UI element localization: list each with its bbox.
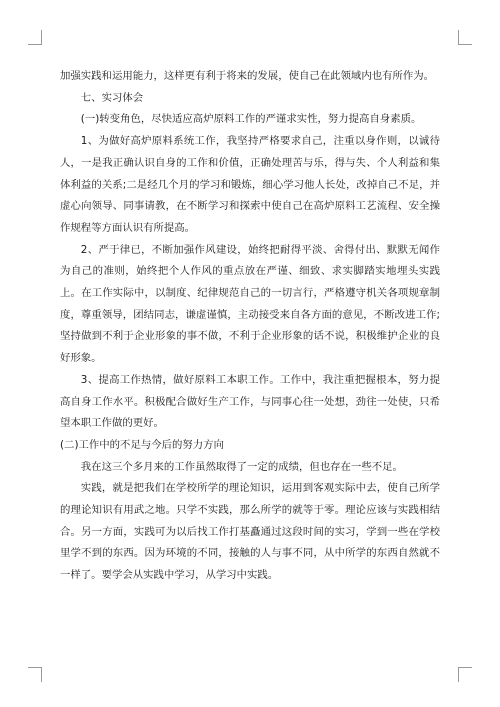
- crop-mark-bottom-left: [41, 667, 42, 682]
- section-heading: 七、实习体会: [80, 91, 144, 104]
- crop-mark-bottom-right: [458, 667, 472, 668]
- crop-mark-bottom-left: [28, 667, 42, 668]
- subsection-heading: (二)工作中的不足与今后的努力方向: [60, 438, 224, 451]
- paragraph: 我在这三个多月来的工作虽然取得了一定的成绩，但也存在一些不足。: [80, 460, 403, 473]
- crop-mark-top-right: [458, 30, 459, 45]
- paragraph: 1、为做好高炉原料系统工作，我坚持严格要求自己，注重以身作则，以诚待人，一是我正确认识自身的工作和价值，正确处理苦与乐，得与失、个人利益和集体利益的关系;二是经几个月的学习和锻炼，细心学习他人长处，改掉自己不足，并虚心向领导、同事请教，在不断学习和探索中使自己在高炉原料工艺流程、安全操作规程等方面认识有所提高。: [60, 135, 440, 234]
- crop-mark-top-left: [28, 44, 42, 45]
- paragraph: 加强实践和运用能力，这样更有利于将来的发展，使自己在此领域内也有所作为。: [60, 70, 435, 82]
- paragraph: 实践，就是把我们在学校所学的理论知识，运用到客观实际中去，使自己所学的理论知识有用武之地。只学不实践，那么所学的就等于零。理论应该与实践相结合。另一方面，实践可为以后找工作打基矗通过这段时间的实习，学到一些在学校里学不到的东西。因为环境的不同，接触的人与事不同，从中所学的东西自然就不一样了。要学会从实践中学习，从学习中实践。: [60, 482, 440, 582]
- paragraph: 3、提高工作热情，做好原料工本职工作。工作中，我注重把握根本，努力提高自身工作水平。积极配合做好生产工作，与同事心往一处想，劲往一处使，只希望本职工作做的更好。: [60, 373, 440, 430]
- document-body: [60, 66, 440, 587]
- crop-mark-top-right: [458, 44, 472, 45]
- crop-mark-bottom-right: [458, 667, 459, 682]
- crop-mark-top-left: [41, 30, 42, 45]
- subsection-heading: (一)转变角色，尽快适应高炉原料工作的严谨求实性，努力提高自身素质。: [80, 113, 422, 126]
- paragraph: 2、严于律已，不断加强作风建设，始终把耐得平淡、舍得付出、默默无闻作为自己的准则，始终把个人作风的重点放在严谨、细致、求实脚踏实地埋头实践上。在工作实际中，以制度、纪律规范自己的一切言行，严格遵守机关各项规章制度，尊重领导，团结同志，谦虚谨慎，主动接受来自各方面的意见，不断改进工作;坚持做到不利于企业形象的事不做，不利于企业形象的话不说，积极维护企业的良好形象。: [60, 243, 440, 365]
